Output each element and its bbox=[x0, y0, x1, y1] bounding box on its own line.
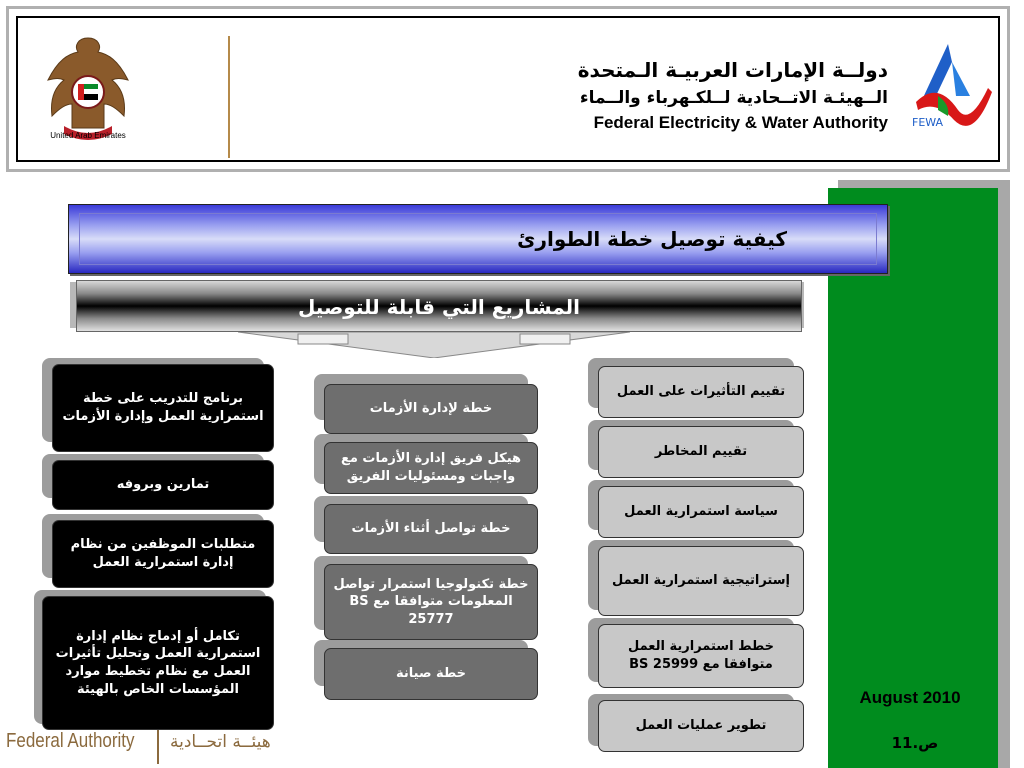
right-box-continuity-plans: خطط استمرارية العمل متوافقا مع BS 25999 bbox=[598, 624, 804, 688]
page-title: كيفية توصيل خطة الطوارئ bbox=[517, 227, 787, 251]
right-box-risk-assessment: تقييم المخاطر bbox=[598, 426, 804, 478]
org-name-english: Federal Electricity & Water Authority bbox=[593, 113, 888, 132]
mid-box-maintenance-plan: خطة صيانة bbox=[324, 648, 538, 700]
org-name-arabic-line1: دولــة الإمارات العربيـة الـمتحدة bbox=[577, 58, 888, 82]
right-box-continuity-policy: سياسة استمرارية العمل bbox=[598, 486, 804, 538]
left-box-staff-requirements: متطلبات الموظفين من نظام إدارة استمرارية العمل bbox=[52, 520, 274, 588]
page-number: ص.11 bbox=[891, 734, 939, 752]
fewa-logo-icon bbox=[908, 40, 992, 140]
left-box-training: برنامج للتدريب على خطة استمرارية العمل وإدارة الأزمات bbox=[52, 364, 274, 452]
subtitle: المشاريع التي قابلة للتوصيل bbox=[297, 295, 581, 319]
green-side-panel bbox=[828, 188, 998, 768]
right-box-process-development: تطوير عمليات العمل bbox=[598, 700, 804, 752]
subtitle-bar bbox=[76, 280, 802, 332]
mid-box-communication-plan: خطة تواصل أثناء الأزمات bbox=[324, 504, 538, 554]
mid-box-crisis-plan: خطة لإدارة الأزمات bbox=[324, 384, 538, 434]
org-name-arabic-line2: الــهيئـة الاتــحادية لــلكـهرباء والــماء bbox=[579, 88, 888, 108]
footer-arabic: هيئــة اتحــادية bbox=[170, 732, 271, 752]
left-box-exercises: تمارين وبروفه bbox=[52, 460, 274, 510]
right-box-continuity-strategy: إستراتيجية استمرارية العمل bbox=[598, 546, 804, 616]
title-bar bbox=[68, 204, 888, 274]
date-label: August 2010 bbox=[859, 688, 961, 707]
left-box-integration: تكامل أو إدماج نظام إدارة استمرارية العمل وتحليل تأثيرات العمل مع نظام تخطيط موارد المؤسسات الخاص بالهيئة bbox=[42, 596, 274, 730]
mid-box-it-continuity: خطة تكنولوجيا استمرار تواصل المعلومات متوافقا مع BS 25777 bbox=[324, 564, 538, 640]
mid-box-team-structure: هيكل فريق إدارة الأزمات مع واجبات ومسئوليات الفريق bbox=[324, 442, 538, 494]
footer-english: Federal Authority bbox=[6, 730, 135, 752]
fewa-logo-text: FEWA bbox=[912, 116, 944, 129]
header-divider bbox=[228, 36, 230, 158]
footer-separator bbox=[157, 730, 159, 764]
down-arrow-shape bbox=[238, 332, 630, 358]
right-box-impact-assessment: تقييم التأثيرات على العمل bbox=[598, 366, 804, 418]
emblem-caption: United Arab Emirates bbox=[50, 131, 126, 140]
